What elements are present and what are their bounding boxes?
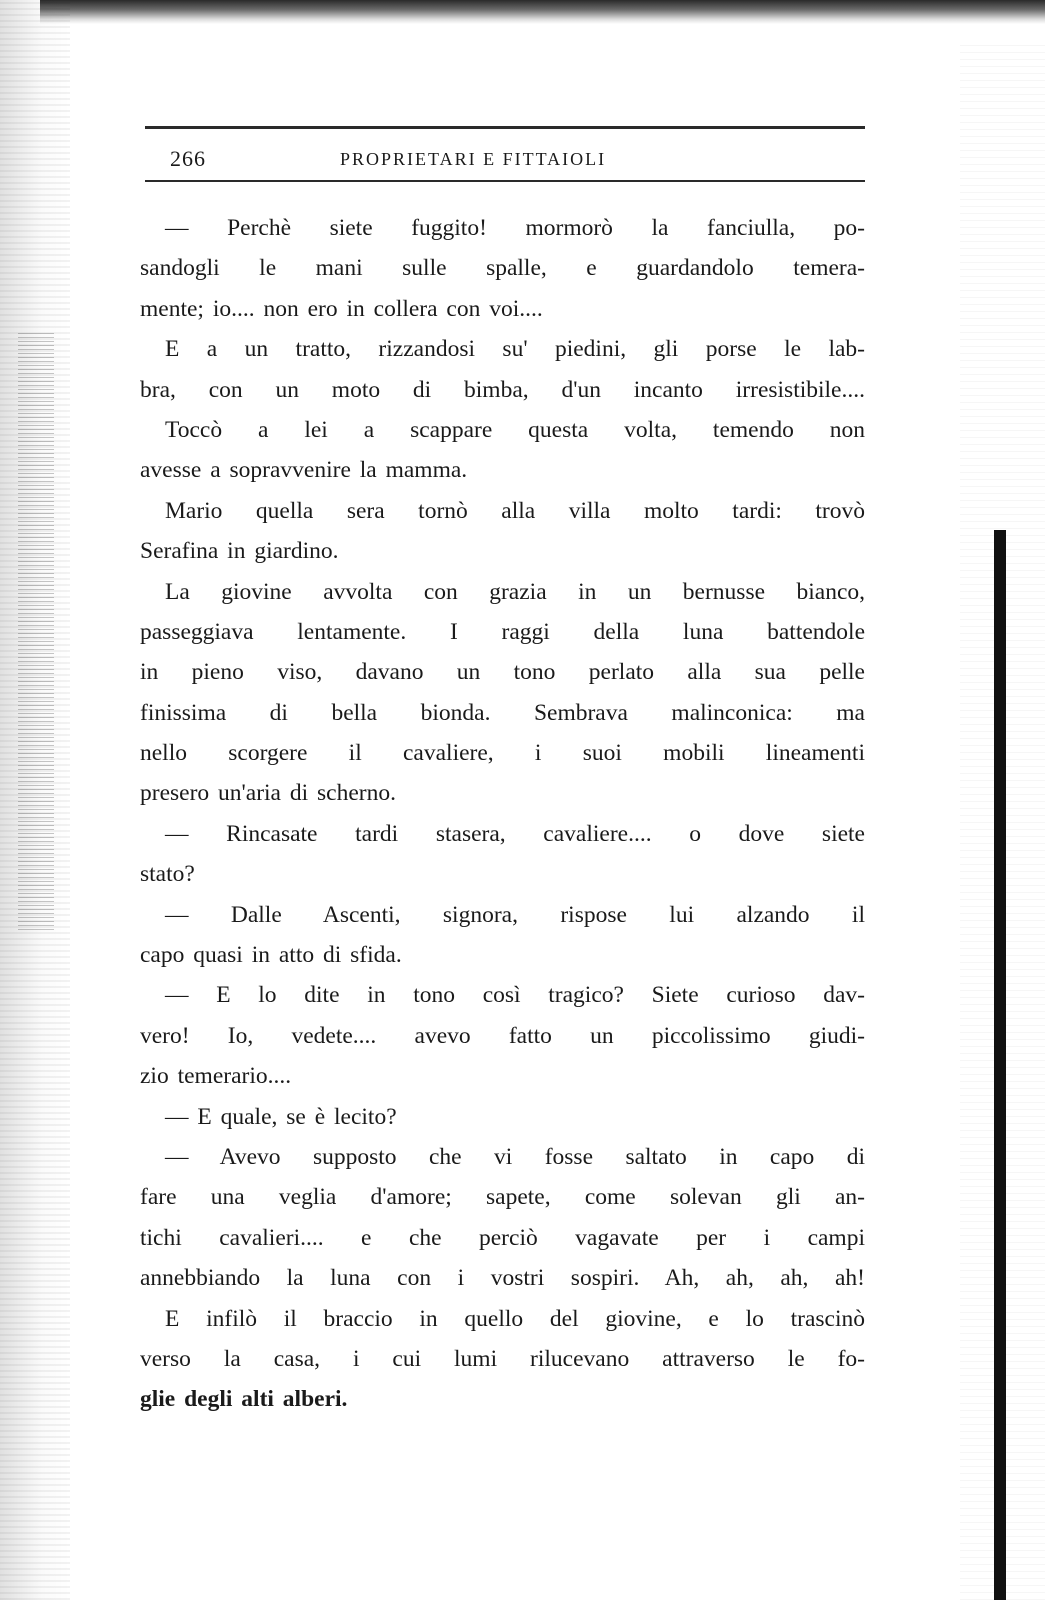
- text-line: stato?: [140, 861, 195, 888]
- text-line: La giovine avvolta con grazia in un bernusse bianco,: [165, 578, 865, 605]
- text-line: Toccò a lei a scappare questa volta, temendo non: [165, 416, 865, 443]
- text-line: vero! Io, vedete.... avevo fatto un piccolissimo giudi-: [140, 1022, 865, 1049]
- text-line: annebbiando la luna con i vostri sospiri. Ah, ah, ah, ah!: [140, 1265, 865, 1292]
- scan-top-edge: [40, 0, 1045, 24]
- scan-left-shadow: [18, 330, 54, 930]
- text-line: glie degli alti alberi.: [140, 1386, 348, 1413]
- text-line: E a un tratto, rizzandosi su' piedini, gli porse le lab-: [165, 336, 865, 363]
- text-line: presero un'aria di scherno.: [140, 780, 396, 807]
- text-line: in pieno viso, davano un tono perlato alla sua pelle: [140, 659, 865, 686]
- text-line: — Perchè siete fuggito! mormorò la fanciulla, po-: [165, 215, 865, 241]
- text-line: — Rincasate tardi stasera, cavaliere.... o dove siete: [165, 820, 865, 847]
- text-line: zio temerario....: [140, 1063, 292, 1090]
- text-line: finissima di bella bionda. Sembrava malinconica: ma: [140, 699, 865, 726]
- running-title: PROPRIETARI E FITTAIOLI: [340, 149, 607, 169]
- text-line: capo quasi in atto di sfida.: [140, 942, 402, 969]
- text-line: — E quale, se è lecito?: [165, 1103, 397, 1130]
- text-line: mente; io.... non ero in collera con voi....: [140, 295, 543, 322]
- text-line: Serafina in giardino.: [140, 538, 339, 565]
- text-line: Mario quella sera tornò alla villa molto tardi: trovò: [165, 497, 865, 524]
- header-rule-bottom: [145, 180, 865, 182]
- page-number: 266: [170, 146, 206, 171]
- text-line: — E lo dite in tono così tragico? Siete curioso dav-: [165, 982, 865, 1009]
- scan-right-bar: [994, 530, 1006, 1600]
- header-rule-top: [145, 126, 865, 129]
- text-line: tichi cavalieri.... e che perciò vagavate per i campi: [140, 1224, 865, 1251]
- text-line: verso la casa, i cui lumi rilucevano attraverso le fo-: [140, 1345, 865, 1372]
- text-line: — Dalle Ascenti, signora, rispose lui alzando il: [165, 901, 865, 928]
- text-line: E infilò il braccio in quello del giovine, e lo trascinò: [165, 1305, 865, 1332]
- text-line: sandogli le mani sulle spalle, e guardandolo temera-: [140, 255, 865, 282]
- text-line: bra, con un moto di bimba, d'un incanto irresistibile....: [140, 376, 865, 403]
- text-line: passeggiava lentamente. I raggi della luna battendole: [140, 618, 865, 645]
- text-line: fare una veglia d'amore; sapete, come solevan gli an-: [140, 1184, 865, 1211]
- text-line: avesse a sopravvenire la mamma.: [140, 457, 468, 484]
- body-text: [140, 208, 865, 1420]
- text-line: nello scorgere il cavaliere, i suoi mobili lineamenti: [140, 740, 865, 767]
- text-line: — Avevo supposto che vi fosse saltato in capo di: [165, 1143, 865, 1170]
